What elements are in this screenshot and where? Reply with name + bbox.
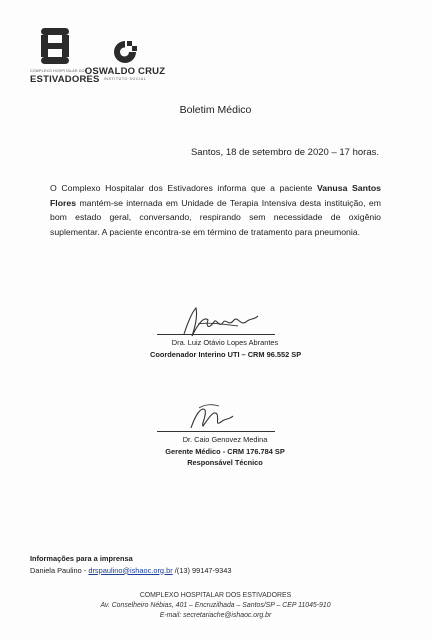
press-contact-name: Daniela Paulino - bbox=[30, 565, 89, 575]
press-contact bbox=[30, 553, 231, 576]
oswaldo-cruz-logo-name: OSWALDO CRUZ bbox=[84, 66, 166, 77]
oswaldo-cruz-logo-subtitle: INSTITUTO SOCIAL bbox=[103, 77, 147, 81]
document-footer bbox=[0, 591, 431, 621]
oswaldo-cruz-logo bbox=[82, 40, 168, 81]
signer-1-role: Coordenador Interino UTI – CRM 96.552 SP bbox=[150, 349, 302, 359]
press-contact-title: Informações para a imprensa bbox=[30, 554, 133, 563]
hce-logo-small-text: COMPLEXO HOSPITALAR DOS bbox=[30, 69, 88, 73]
signer-1-name: Dra. Luiz Otávio Lopes Abrantes bbox=[171, 338, 279, 347]
signature-line-1 bbox=[157, 334, 275, 335]
signer-2-role-2: Responsável Técnico bbox=[187, 458, 263, 467]
patient-name: Vanusa Santos Flores bbox=[50, 183, 381, 208]
oswaldo-cruz-logo-icon bbox=[112, 40, 138, 64]
hce-logo-icon bbox=[38, 26, 72, 66]
hce-logo bbox=[30, 26, 100, 85]
footer-address: Av. Conselheiro Nébias, 401 – Encruzilhada – Santos/SP – CEP 11045-910 bbox=[100, 602, 331, 609]
press-contact-line bbox=[30, 565, 231, 577]
body-text-part-1: O Complexo Hospitalar dos Estivadores informa que a paciente bbox=[50, 183, 317, 193]
press-contact-phone: /(13) 99147-9343 bbox=[172, 565, 232, 575]
document-title: Boletim Médico bbox=[179, 104, 252, 116]
signature-line-2 bbox=[157, 431, 275, 432]
bulletin-body bbox=[50, 181, 381, 239]
signature-block-2 bbox=[150, 434, 300, 469]
footer-email: E-mail: secretariache@ishaoc.org.br bbox=[159, 612, 272, 619]
dateline: Santos, 18 de setembro de 2020 – 17 horas. bbox=[190, 147, 379, 158]
footer-institution-name: COMPLEXO HOSPITALAR DOS ESTIVADORES bbox=[139, 592, 292, 599]
signature-2 bbox=[183, 400, 239, 434]
press-contact-email-link[interactable]: drspaulino@ishaoc.org.br bbox=[88, 565, 173, 575]
hce-logo-name: ESTIVADORES bbox=[30, 74, 100, 85]
signature-block-1 bbox=[150, 337, 300, 360]
signer-2-role: Gerente Médico - CRM 176.784 SP bbox=[165, 446, 285, 456]
signer-2-name: Dr. Caio Genovez Medina bbox=[182, 435, 268, 444]
body-text-part-2: mantém-se internada em Unidade de Terapia Intensiva desta instituição, em bom estado geral, conversando, respirando sem necessidade de oxigênio suplementar. A paciente encontra-se em término de tratamento para pneumonia. bbox=[50, 197, 381, 237]
